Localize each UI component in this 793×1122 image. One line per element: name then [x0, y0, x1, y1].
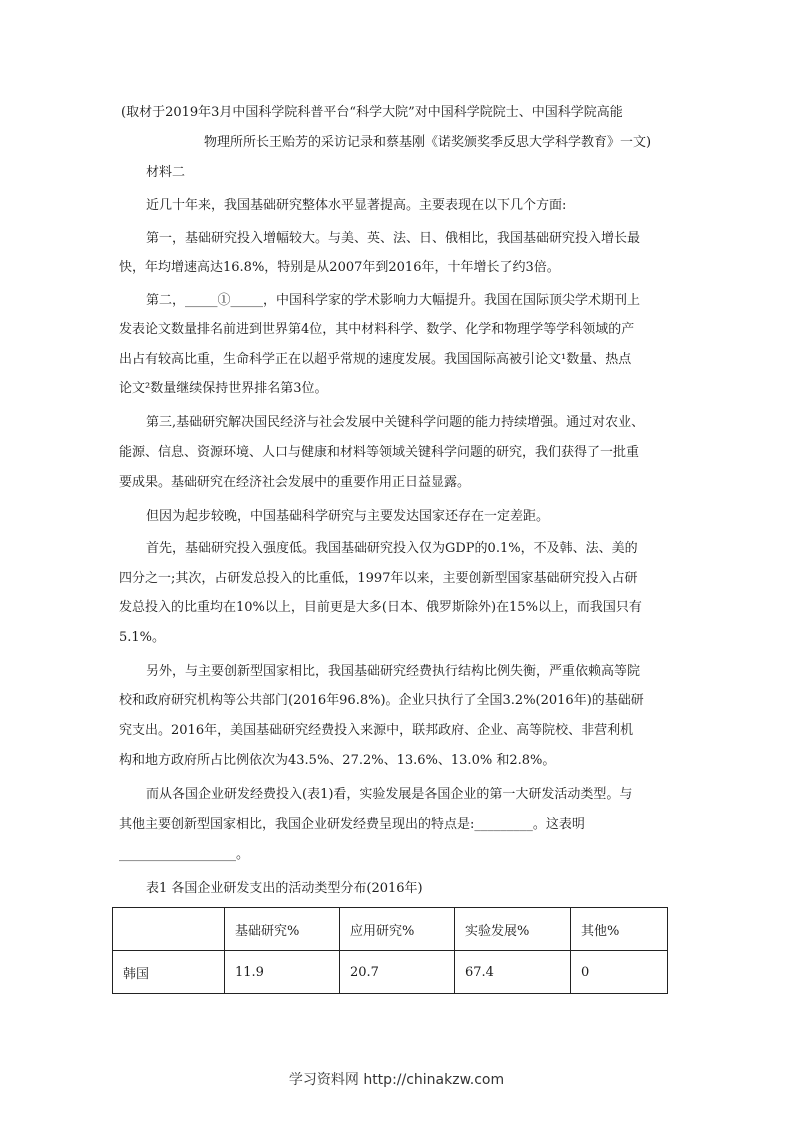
- second-point-line-1: 第二，_____①_____，中国科学家的学术影响力大幅提升。我国在国际顶尖学术期刊上: [146, 293, 641, 308]
- table-row: [113, 951, 668, 994]
- source-citation-line-1: (取材于2019年3月中国科学院科普平台“科学大院”对中国科学院院士、中国科学院高能: [121, 105, 623, 120]
- table-header-row: [113, 908, 668, 951]
- table-header-cell: 基础研究%: [225, 908, 340, 951]
- third-point-line-2: 能源、信息、资源环境、人口与健康和材料等领域关键科学问题的研究，我们获得了一批重: [119, 445, 640, 460]
- table-header-cell: 其他%: [571, 908, 668, 951]
- table-header-cell: 应用研究%: [340, 908, 455, 951]
- besides-line-1: 另外，与主要创新型国家相比，我国基础研究经费执行结构比例失衡，严重依赖高等院: [146, 664, 641, 679]
- firstly-line-2: 四分之一;其次，占研发总投入的比重低，1997年以来，主要创新型国家基础研究投入占研: [119, 571, 638, 586]
- besides-line-4: 构和地方政府所占比例依次为43.5%、27.2%、13.6%、13.0% 和2.8%。: [119, 753, 556, 768]
- activity-type-table: [112, 907, 668, 994]
- footer-watermark: 学习资料网 http://chinakzw.com: [288, 1072, 505, 1088]
- table-cell: 韩国: [113, 951, 225, 994]
- first-point-line-2: 快，年均增速高达16.8%，特别是从2007年到2016年，十年增长了约3倍。: [119, 260, 560, 275]
- table-caption: 表1 各国企业研发支出的活动类型分布(2016年): [146, 881, 423, 896]
- table-cell: 67.4: [455, 951, 571, 994]
- second-point-line-4: 论文²数量继续保持世界排名第3位。: [119, 381, 328, 396]
- table-header-cell: 实验发展%: [455, 908, 571, 951]
- besides-line-3: 究支出。2016年，美国基础研究经费投入来源中，联邦政府、企业、高等院校、非营利机: [119, 723, 634, 738]
- third-point-line-3: 要成果。基础研究在经济社会发展中的重要作用正日益显露。: [119, 475, 471, 490]
- firstly-line-4: 5.1%。: [119, 630, 166, 645]
- second-point-line-3: 出占有较高比重，生命科学正在以超乎常规的速度发展。我国国际高被引论文¹数量、热点: [119, 352, 632, 367]
- gap-paragraph: 但因为起步较晚，中国基础科学研究与主要发达国家还存在一定差距。: [146, 509, 550, 524]
- third-point-line-1: 第三,基础研究解决国民经济与社会发展中关键科学问题的能力持续增强。通过对农业、: [146, 415, 645, 430]
- besides-line-2: 校和政府研究机构等公共部门(2016年96.8%)。企业只执行了全国3.2%(2016年)的基础研: [119, 693, 644, 708]
- firstly-line-3: 发总投入的比重均在10%以上，目前更是大多(日本、俄罗斯除外)在15%以上，而我国只有: [119, 600, 642, 615]
- table-cell: 0: [571, 951, 668, 994]
- table-intro-line-3: __________________。: [119, 847, 250, 862]
- table-cell: 11.9: [225, 951, 340, 994]
- table-cell: 20.7: [340, 951, 455, 994]
- intro-paragraph: 近几十年来，我国基础研究整体水平显著提高。主要表现在以下几个方面:: [146, 198, 567, 213]
- source-citation-line-2: 物理所所长王贻芳的采访记录和蔡基刚《诺奖颁奖季反思大学科学教育》一文): [204, 135, 652, 150]
- firstly-line-1: 首先，基础研究投入强度低。我国基础研究投入仅为GDP的0.1%，不及韩、法、美的: [146, 541, 638, 556]
- table-intro-line-1: 而从各国企业研发经费投入(表1)看，实验发展是各国企业的第一大研发活动类型。与: [146, 787, 633, 802]
- table-header-cell: [113, 908, 225, 951]
- second-point-line-2: 发表论文数量排名前进到世界第4位，其中材料科学、数学、化学和物理学等学科领域的产: [119, 322, 635, 337]
- first-point-line-1: 第一，基础研究投入增幅较大。与美、英、法、日、俄相比，我国基础研究投入增长最: [146, 231, 641, 246]
- material-heading: 材料二: [146, 165, 186, 180]
- table-intro-line-2: 其他主要创新型国家相比，我国企业研发经费呈现出的特点是:_________。这表明: [119, 817, 585, 832]
